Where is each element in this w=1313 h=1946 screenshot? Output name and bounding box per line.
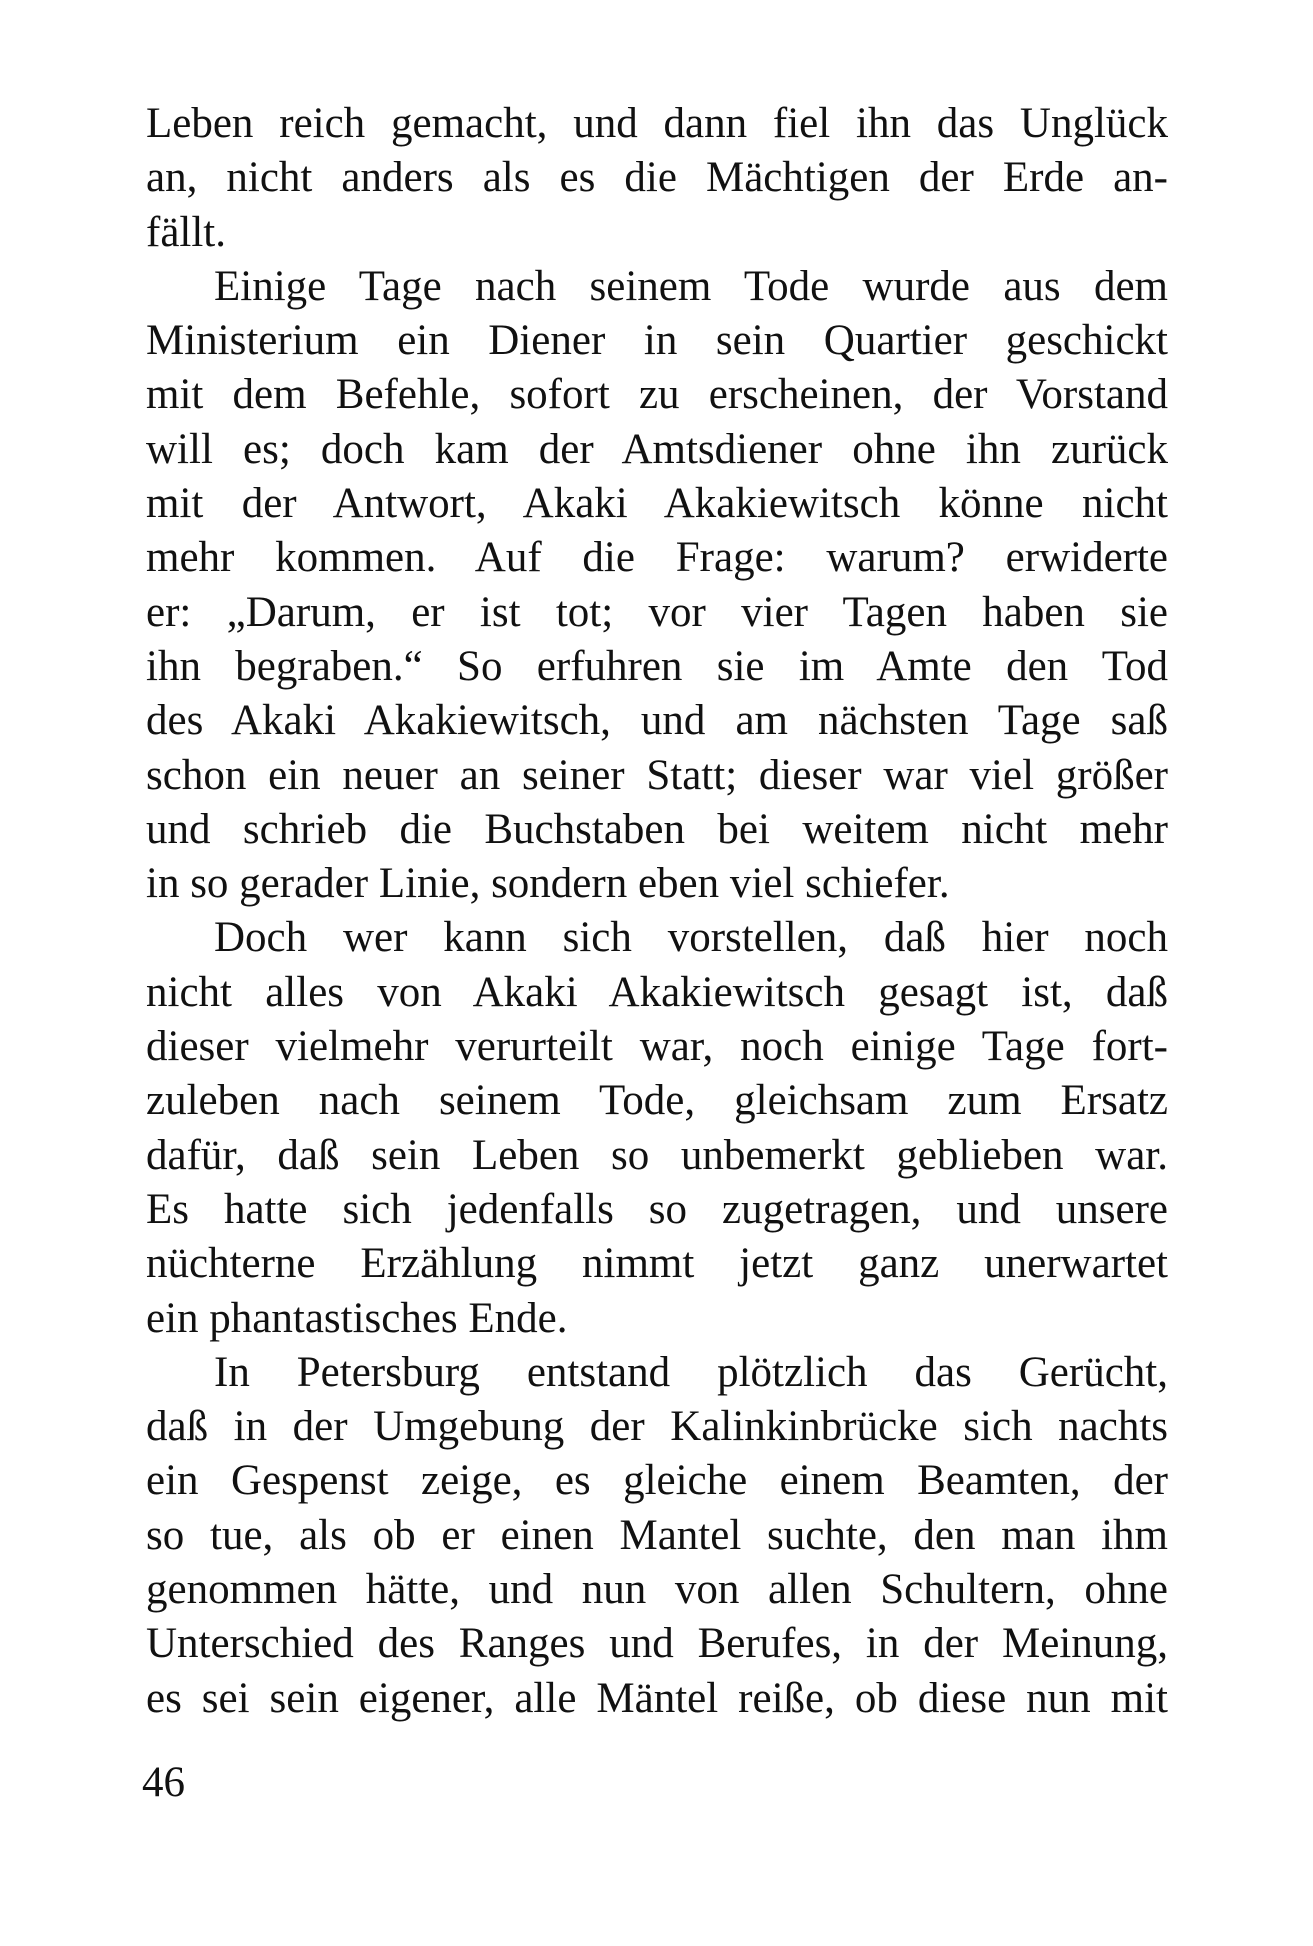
text-line: schon ein neuer an seiner Statt; dieser war viel größer [146, 751, 1168, 799]
text-line: mit der Antwort, Akaki Akakiewitsch könne nicht [146, 480, 1168, 528]
text-line: an, nicht anders als es die Mächtigen der Erde an- [146, 154, 1168, 202]
text-line: mit dem Befehle, sofort zu erscheinen, der Vorstand [146, 371, 1168, 419]
text-line: es sei sein eigener, alle Mäntel reiße, ob diese nun mit [146, 1674, 1168, 1722]
body-text [146, 97, 1168, 1726]
text-line: ein Gespenst zeige, es gleiche einem Beamten, der [146, 1457, 1168, 1505]
text-line: des Akaki Akakiewitsch, und am nächsten Tage saß [146, 697, 1168, 745]
text-line: dieser vielmehr verurteilt war, noch einige Tage fort- [146, 1023, 1168, 1071]
text-line: Es hatte sich jedenfalls so zugetragen, und unsere [146, 1185, 1168, 1233]
text-line: in so gerader Linie, sondern eben viel schiefer. [146, 860, 950, 908]
text-line: Ministerium ein Diener in sein Quartier geschickt [146, 317, 1168, 365]
text-line: daß in der Umgebung der Kalinkinbrücke sich nachts [146, 1403, 1168, 1451]
text-line: will es; doch kam der Amtsdiener ohne ihn zurück [146, 425, 1168, 473]
text-line: nüchterne Erzählung nimmt jetzt ganz unerwartet [146, 1240, 1168, 1288]
text-line: nicht alles von Akaki Akakiewitsch gesagt ist, daß [146, 968, 1168, 1016]
text-line: Doch wer kann sich vorstellen, daß hier noch [214, 914, 1168, 962]
text-line: mehr kommen. Auf die Frage: warum? erwiderte [146, 534, 1168, 582]
text-line: dafür, daß sein Leben so unbemerkt geblieben war. [146, 1131, 1168, 1179]
text-line: genommen hätte, und nun von allen Schultern, ohne [146, 1566, 1168, 1614]
text-line: zuleben nach seinem Tode, gleichsam zum Ersatz [146, 1077, 1168, 1125]
text-line: fällt. [146, 208, 226, 256]
text-line: In Petersburg entstand plötzlich das Gerücht, [214, 1348, 1168, 1396]
text-line: ein phantastisches Ende. [146, 1294, 568, 1342]
text-line: und schrieb die Buchstaben bei weitem nicht mehr [146, 805, 1168, 853]
text-line: Einige Tage nach seinem Tode wurde aus dem [214, 262, 1168, 310]
text-line: er: „Darum, er ist tot; vor vier Tagen haben sie [146, 588, 1168, 636]
text-line: Leben reich gemacht, und dann fiel ihn das Unglück [146, 100, 1168, 147]
page-number: 46 [142, 1759, 185, 1806]
text-line: Unterschied des Ranges und Berufes, in der Meinung, [146, 1620, 1168, 1668]
text-line: ihn begraben.“ So erfuhren sie im Amte den Tod [146, 642, 1168, 690]
text-line: so tue, als ob er einen Mantel suchte, den man ihm [146, 1511, 1168, 1559]
